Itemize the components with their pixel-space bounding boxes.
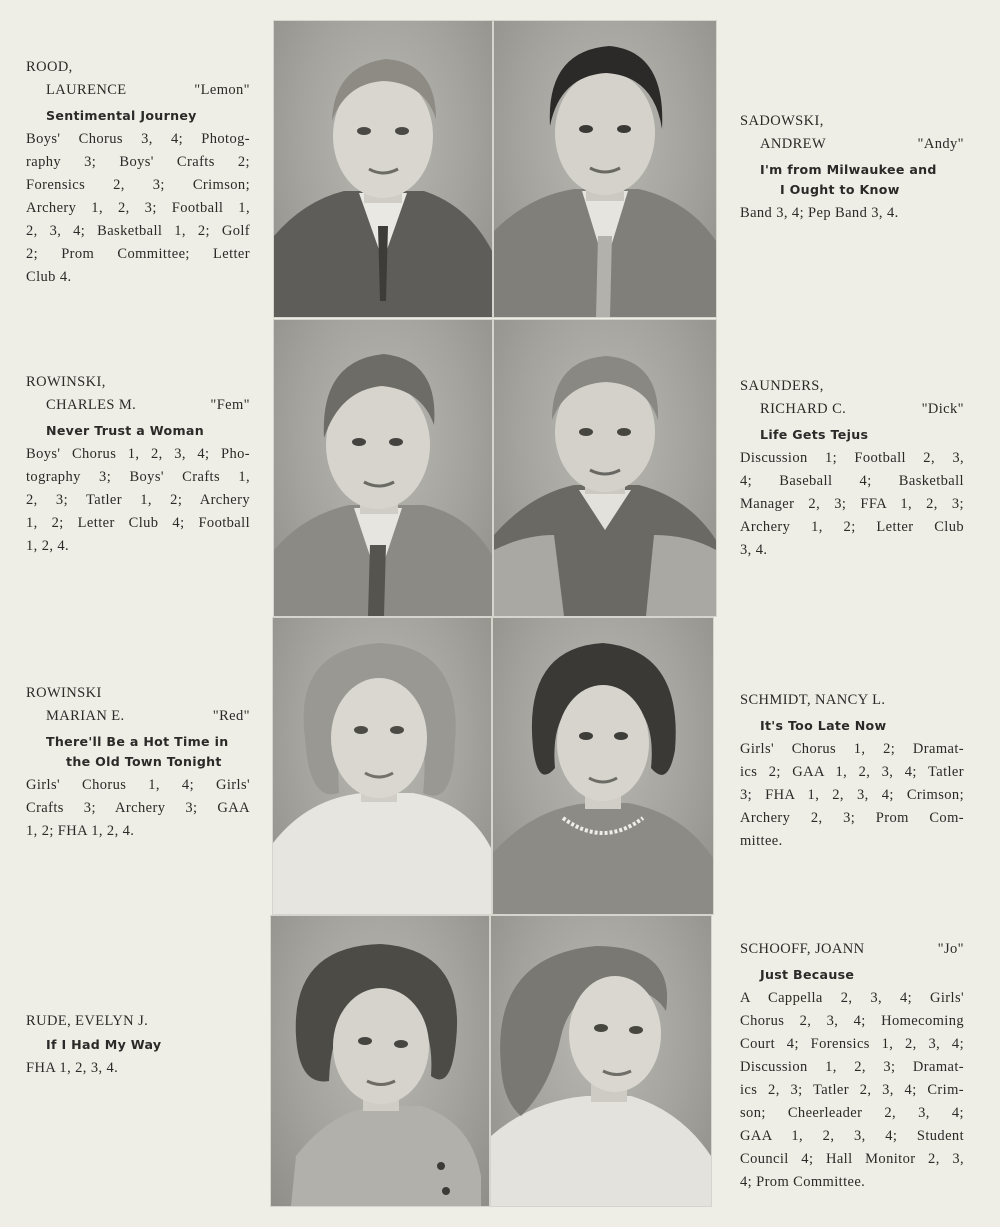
bio-rowinski-charles: [26, 371, 250, 558]
student-nickname: "Red": [212, 708, 250, 724]
bio-schooff: [740, 938, 964, 1194]
portrait-photo-rowinski-marian: [272, 617, 492, 915]
student-motto: Never Trust a Woman: [46, 423, 204, 438]
student-motto: Sentimental Journey: [46, 108, 197, 123]
bio-saunders: [740, 375, 964, 562]
student-nickname: "Fem": [210, 397, 250, 413]
bio-schmidt: [740, 689, 964, 853]
student-activities: A Cappella 2, 3, 4; Girls' Chorus 2, 3, 4; Homecoming Court 4; Forensics 1, 2, 3, 4; Discussion 1, 2, 3; Dramat- ics 2, 3; Tatler 2, 3, 4; Crim- son; Cheerleader 2, 3, 4; GAA 1, 2, 3, 4; Student Council 4; Hall Monitor 2, 3, 4; Prom Committee.: [740, 990, 964, 1190]
student-motto: If I Had My Way: [46, 1037, 162, 1052]
student-nickname: "Andy": [917, 136, 964, 152]
student-given-name: CHARLES M.: [46, 397, 137, 413]
portrait-photo-saunders: [493, 319, 717, 617]
student-activities: FHA 1, 2, 3, 4.: [26, 1060, 119, 1076]
student-activities: Girls' Chorus 1, 2; Dramat- ics 2; GAA 1, 2, 3, 4; Tatler 3; FHA 1, 2, 3, 4; Crimson; Archery 2, 3; Prom Com- mittee.: [740, 741, 964, 849]
student-given-name: RICHARD C.: [760, 401, 847, 417]
portrait-photo-sadowski: [493, 20, 717, 318]
student-surname: ROWINSKI: [26, 685, 102, 701]
student-nickname: "Lemon": [194, 82, 250, 98]
student-motto: Life Gets Tejus: [760, 427, 869, 442]
portrait-photo-schmidt: [492, 617, 714, 915]
portrait-photo-schooff: [490, 915, 712, 1207]
bio-rowinski-marian: [26, 682, 250, 843]
student-activities: Girls' Chorus 1, 4; Girls' Crafts 3; Archery 3; GAA 1, 2; FHA 1, 2, 4.: [26, 777, 250, 839]
student-nickname: "Jo": [937, 941, 964, 957]
student-surname: SAUNDERS,: [740, 378, 824, 394]
student-nickname: "Dick": [921, 401, 964, 417]
student-surname: ROWINSKI,: [26, 374, 106, 390]
student-activities: Boys' Chorus 1, 2, 3, 4; Pho- tography 3; Boys' Crafts 1, 2, 3; Tatler 1, 2; Archery 1, 2; Letter Club 4; Football 1, 2, 4.: [26, 446, 250, 554]
student-heading: SCHMIDT, NANCY L.: [740, 692, 886, 708]
bio-rude: [26, 1010, 250, 1080]
student-activities: Discussion 1; Football 2, 3, 4; Baseball 4; Basketball Manager 2, 3; FFA 1, 2, 3; Archery 1, 2; Letter Club 3, 4.: [740, 450, 964, 558]
student-heading: RUDE, EVELYN J.: [26, 1013, 149, 1029]
student-surname: SADOWSKI,: [740, 113, 824, 129]
portrait-photo-rood: [273, 20, 493, 318]
portrait-photo-rude: [270, 915, 490, 1207]
student-motto: I'm from Milwaukee and I Ought to Know: [760, 162, 937, 197]
student-motto: There'll Be a Hot Time in the Old Town Tonight: [46, 734, 229, 769]
student-given-name: LAURENCE: [46, 82, 127, 98]
bio-sadowski: [740, 110, 964, 225]
student-activities: Boys' Chorus 3, 4; Photog- raphy 3; Boys' Crafts 2; Forensics 2, 3; Crimson; Archery 1, 2, 3; Football 1, 2, 3, 4; Basketball 1, 2; Golf 2; Prom Committee; Letter Club 4.: [26, 131, 250, 285]
student-activities: Band 3, 4; Pep Band 3, 4.: [740, 205, 899, 221]
portrait-photo-rowinski-charles: [273, 319, 493, 617]
bio-rood: [26, 56, 250, 289]
student-motto: It's Too Late Now: [760, 718, 887, 733]
student-surname: ROOD,: [26, 59, 73, 75]
student-given-name: ANDREW: [760, 136, 827, 152]
student-given-name: MARIAN E.: [46, 708, 125, 724]
student-motto: Just Because: [760, 967, 855, 982]
student-heading: SCHOOFF, JOANN: [740, 941, 865, 957]
